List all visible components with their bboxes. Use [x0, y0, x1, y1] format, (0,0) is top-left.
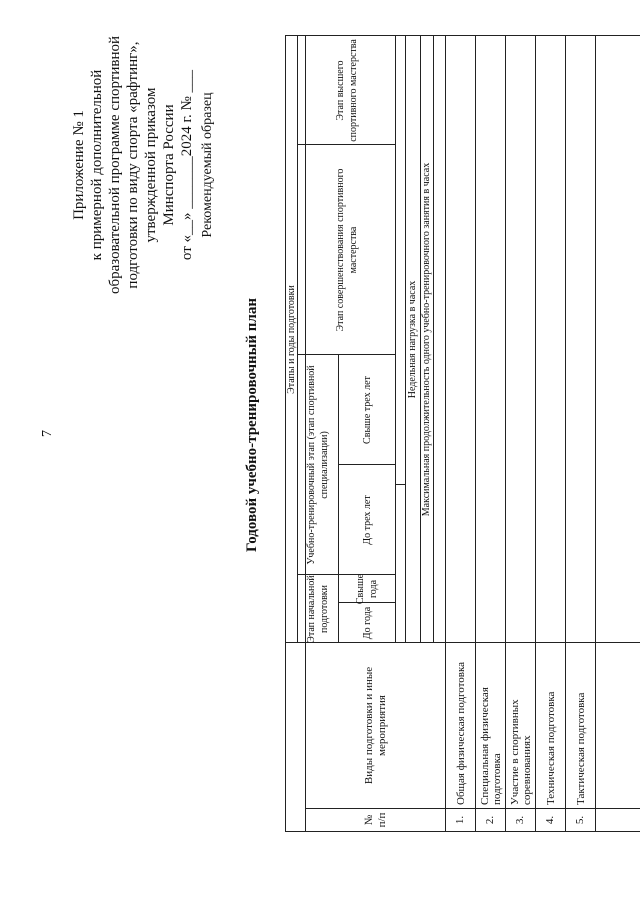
weekly-load-label: Недельная нагрузка в часах — [407, 280, 418, 399]
stage-higher-header: Этап высшего спортивного мастерства — [334, 39, 359, 142]
sub-up-to-three: До трех лет — [361, 495, 373, 545]
max-duration-label: Максимальная продолжительность одного учебно-тренировочного занятия в часах — [421, 162, 432, 517]
sub-over-three: Свыше трех лет — [361, 376, 373, 444]
col-types-header: Виды подготовки и иные мероприятия — [362, 666, 388, 785]
appendix-date-line: от «__» _______2024 г. № ___ — [179, 69, 195, 261]
appendix-title: Приложение № 1 — [71, 110, 87, 220]
row-2-num: 2. — [484, 815, 496, 825]
row-1-label: Общая физическая подготовка — [454, 661, 467, 805]
sub-over-year: Свыше года — [355, 573, 379, 605]
row-5-label: Тактическая подготовка — [574, 692, 587, 805]
table-title: Годовой учебно-тренировочный план — [244, 298, 260, 552]
recommended-sample-note: Рекомендуемый образец — [200, 92, 215, 238]
row-2-label: Специальная физическая подготовка — [478, 687, 503, 805]
stage-training-header: Учебно-тренировочный этап (этап спортивной специализации) — [306, 365, 330, 565]
row-3-num: 3. — [514, 815, 526, 825]
row-5-num: 5. — [574, 815, 586, 825]
appendix-line-4: утвержденной приказом — [143, 87, 159, 243]
stage-perfection-header: Этап совершенствования спортивного мастерства — [334, 168, 359, 332]
stage-initial-header: Этап начальной подготовки — [306, 575, 330, 643]
row-1-num: 1. — [454, 815, 466, 825]
row-4-label: Техническая подготовка — [544, 691, 557, 805]
col-num-header: № п/п — [362, 812, 388, 828]
stages-header: Этапы и годы подготовки — [285, 285, 297, 394]
appendix-line-2: образовательной программе спортивной — [107, 35, 123, 295]
appendix-block — [70, 15, 196, 315]
page-number: 7 — [40, 430, 55, 437]
row-3-label: Участие в спортивных соревнованиях — [508, 699, 533, 805]
appendix-line-5: Минспорта России — [161, 104, 177, 226]
row-4-num: 4. — [544, 815, 556, 825]
appendix-line-1: к примерной дополнительной — [89, 69, 105, 261]
sub-up-to-year: До года — [361, 606, 373, 640]
appendix-line-3: подготовки по виду спорта «рафтинг», — [125, 41, 141, 289]
